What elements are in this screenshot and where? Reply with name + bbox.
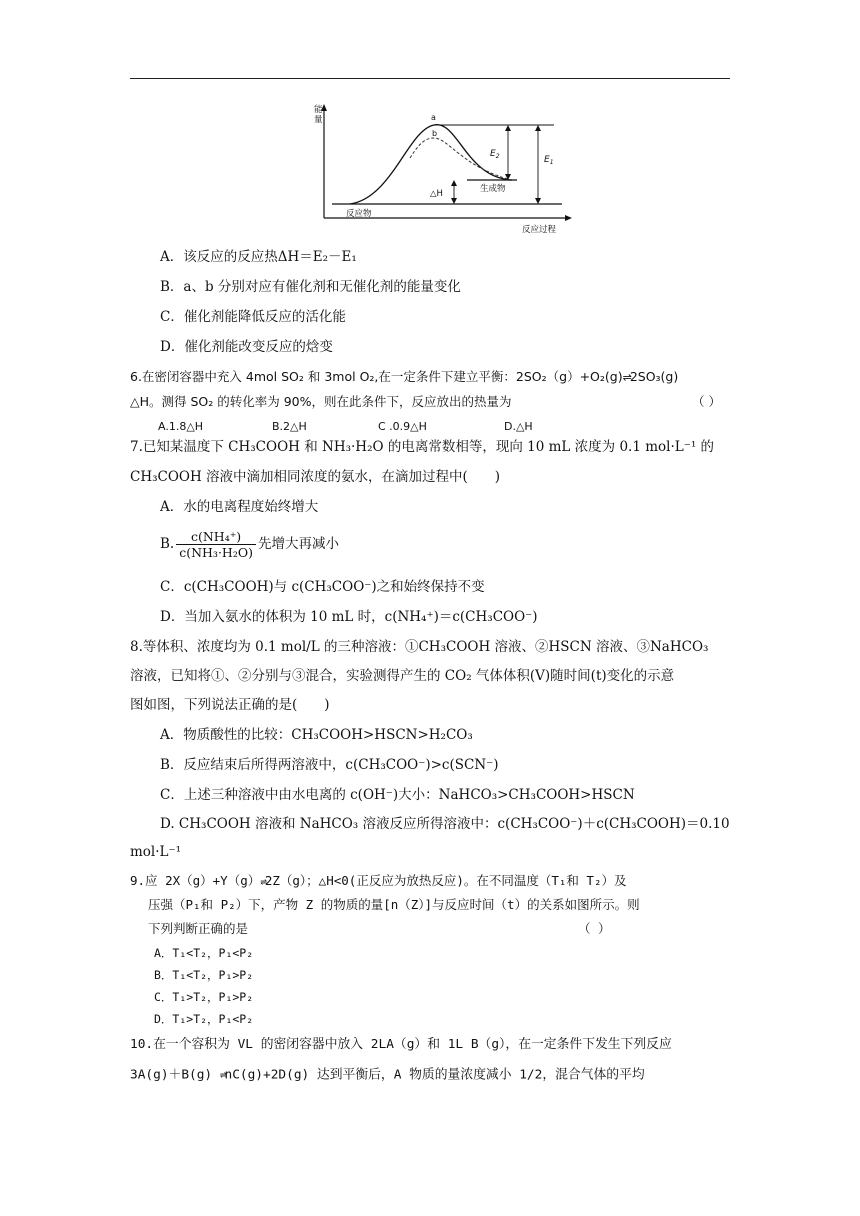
- equilibrium-arrow-icon: ⇌: [219, 1068, 225, 1081]
- label-e2: $E_2$: [490, 149, 500, 160]
- energy-diagram: [312, 100, 574, 236]
- label-a: a: [431, 113, 436, 122]
- reactant-label: 反应物: [346, 209, 372, 219]
- y-axis-label-2: 量: [314, 115, 323, 125]
- product-label: 生成物: [480, 184, 506, 194]
- q5-option-a: A．该反应的反应热ΔH＝E₂－E₁: [160, 249, 357, 265]
- equilibrium-arrow-icon: ⇌: [622, 370, 630, 384]
- q9-stem-line3: 下列判断正确的是: [148, 921, 249, 936]
- q8-option-d-line2: mol·L⁻¹: [130, 844, 182, 860]
- q6-option-b: B.2△H: [272, 420, 307, 433]
- q6-answer-bracket: （ ）: [692, 394, 721, 409]
- q6-option-d: D.△H: [504, 420, 533, 433]
- q7-option-b: B. $\frac{\text{c(NH₄⁺)}}{\text{c(NH₃·H₂O)}}$ 先增大再减小: [160, 529, 339, 560]
- q7-option-d: D．当加入氨水的体积为 10 mL 时，c(NH₄⁺)＝c(CH₃COO⁻): [160, 609, 538, 625]
- q8-option-d-line1: D. CH₃COOH 溶液和 NaHCO₃ 溶液反应所得溶液中：c(CH₃COO⁻)＋c(CH₃COOH)＝0.10: [160, 816, 730, 832]
- q9-option-a: A．T₁<T₂，P₁<P₂: [154, 946, 254, 960]
- x-axis-label: 反应过程: [522, 225, 557, 235]
- q10-stem-line1: 10.在一个容积为 VL 的密闭容器中放入 2LA（g）和 1L B（g），在一定条件下发生下列反应: [130, 1037, 672, 1052]
- q9-option-c: C．T₁>T₂，P₁>P₂: [154, 990, 254, 1004]
- q9-option-d: D．T₁>T₂，P₁<P₂: [154, 1012, 254, 1026]
- equilibrium-arrow-icon: ⇌: [260, 874, 265, 888]
- q6-option-c: C .0.9△H: [378, 420, 427, 433]
- q5-option-b: B．a、b 分别对应有催化剂和无催化剂的能量变化: [160, 279, 461, 295]
- q9-answer-bracket: （ ）: [578, 921, 611, 936]
- label-dh: △H: [430, 189, 443, 199]
- q9-stem-line1: 9.应 2X（g）+Y（g）⇌2Z（g）；△H<0(正反应为放热反应)。在不同温度（T₁和 T₂）及: [130, 872, 626, 891]
- q7-stem-line1: 7.已知某温度下 CH₃COOH 和 NH₃·H₂O 的电离常数相等，现向 10 mL 浓度为 0.1 mol·L⁻¹ 的: [130, 439, 715, 455]
- q10-stem-line2: 3A(g)＋B(g) ⇌nC(g)+2D(g) 达到平衡后，A 物质的量浓度减小 1/2，混合气体的平均: [130, 1067, 645, 1083]
- label-e1: $E_1$: [544, 155, 554, 166]
- q8-option-a: A．物质酸性的比较：CH₃COOH>HSCN>H₂CO₃: [160, 727, 473, 743]
- q8-stem-line2: 溶液，已知将①、②分别与③混合，实验测得产生的 CO₂ 气体体积(V)随时间(t)变化的示意: [130, 668, 675, 684]
- q8-option-c: C．上述三种溶液中由水电离的 c(OH⁻)大小：NaHCO₃>CH₃COOH>HSCN: [160, 787, 635, 803]
- q8-stem-line3: 图如图，下列说法正确的是( ): [130, 697, 330, 713]
- q7-stem-line2: CH₃COOH 溶液中滴加相同浓度的氨水，在滴加过程中( ): [130, 469, 501, 485]
- q7-option-c: C．c(CH₃COOH)与 c(CH₃COO⁻)之和始终保持不变: [160, 579, 485, 595]
- label-b: b: [432, 129, 438, 138]
- y-axis-label-1: 能: [314, 105, 323, 115]
- q8-option-b: B．反应结束后所得两溶液中，c(CH₃COO⁻)>c(SCN⁻): [160, 757, 499, 773]
- header-rule: [130, 78, 730, 79]
- q6-stem-line2: △H。测得 SO₂ 的转化率为 90%，则在此条件下，反应放出的热量为: [130, 394, 512, 409]
- x-axis-arrow: [565, 215, 572, 221]
- q5-option-d: D．催化剂能改变反应的焓变: [160, 339, 333, 355]
- q6-option-a: A.1.8△H: [158, 420, 204, 433]
- q6-stem-line1: 6.在密闭容器中充入 4mol SO₂ 和 3mol O₂,在一定条件下建立平衡：2SO₂（g）+O₂(g)⇌2SO₃(g): [130, 368, 678, 387]
- q9-option-b: B．T₁<T₂，P₁>P₂: [154, 968, 254, 982]
- q8-stem-line1: 8.等体积、浓度均为 0.1 mol/L 的三种溶液：①CH₃COOH 溶液、②HSCN 溶液、③NaHCO₃: [130, 639, 709, 655]
- fraction: $\frac{\text{c(NH₄⁺)}}{\text{c(NH₃·H₂O)}}$: [176, 529, 256, 560]
- q7-option-a: A．水的电离程度始终增大: [160, 499, 319, 515]
- q5-option-c: C．催化剂能降低反应的活化能: [160, 309, 346, 325]
- q9-stem-line2: 压强（P₁和 P₂）下，产物 Z 的物质的量[n（Z）]与反应时间（t）的关系如图所示。则: [148, 897, 640, 912]
